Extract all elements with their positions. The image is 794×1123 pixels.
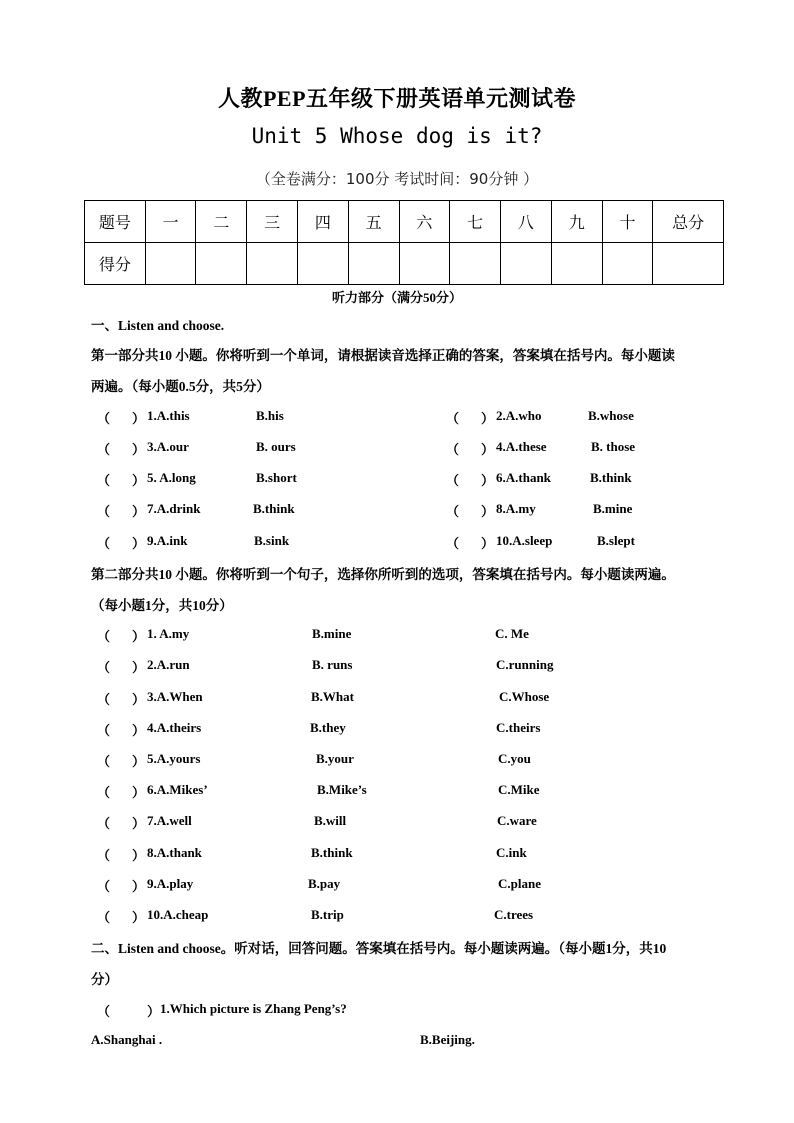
answer-paren-open[interactable]: （ <box>446 504 460 519</box>
question-option-b: B.What <box>311 689 354 704</box>
answer-paren-close: ） <box>481 442 495 457</box>
question-option-b: B.think <box>253 501 295 516</box>
score-entry-cell[interactable] <box>653 243 724 285</box>
exam-meta: （全卷满分：100分 考试时间：90分钟 ） <box>255 170 539 188</box>
question-option-a: 1.A.this <box>147 408 190 423</box>
answer-paren-open[interactable]: （ <box>97 723 111 738</box>
score-header-cell: 十 <box>602 201 653 243</box>
answer-paren-close: ） <box>132 629 146 644</box>
score-header-cell: 三 <box>247 201 298 243</box>
part3-instruction-line1: 二、Listen and choose。听对话，回答问题。答案填在括号内。每小题读两遍。（每小题1分，共10 <box>91 941 667 956</box>
question-option-a: 7.A.drink <box>147 501 201 516</box>
question-option-b: B. those <box>591 439 636 454</box>
answer-paren-open[interactable]: （ <box>97 816 111 831</box>
question-option-a: 10.A.cheap <box>147 907 209 922</box>
answer-paren-open[interactable]: （ <box>97 660 111 675</box>
answer-paren-close: ） <box>132 504 146 519</box>
question-option-b: B. runs <box>312 657 353 672</box>
answer-paren-close: ） <box>132 692 146 707</box>
answer-paren-close: ） <box>132 723 146 738</box>
answer-paren-close: ） <box>481 536 495 551</box>
score-header-cell: 四 <box>297 201 348 243</box>
question-option-a: A.Shanghai . <box>91 1032 163 1047</box>
part1-heading: 一、Listen and choose. <box>91 318 225 333</box>
part3-options-row <box>0 1032 794 1052</box>
question-option-b: B. ours <box>256 439 296 454</box>
part3-question-row <box>0 1001 794 1021</box>
answer-paren-close: ） <box>132 848 146 863</box>
score-header-cell: 七 <box>450 201 501 243</box>
answer-paren-open[interactable]: （ <box>97 692 111 707</box>
part2-item-row <box>0 689 794 709</box>
part1-item-row <box>0 408 794 428</box>
score-entry-cell[interactable] <box>450 243 501 285</box>
question-option-a: 3.A.our <box>147 439 189 454</box>
score-header-cell: 总分 <box>653 201 724 243</box>
question-option-a: 9.A.ink <box>147 533 188 548</box>
score-entry-cell[interactable] <box>348 243 399 285</box>
answer-paren-close: ） <box>132 816 146 831</box>
question-option-a: 4.A.theirs <box>147 720 202 735</box>
unit-subtitle: Unit 5 Whose dog is it? <box>251 124 543 148</box>
score-header-cell: 五 <box>348 201 399 243</box>
answer-paren-close: ） <box>132 442 146 457</box>
answer-paren-close: ） <box>481 411 495 426</box>
question-option-b: B.will <box>314 813 347 828</box>
answer-paren-open[interactable]: （ <box>446 411 460 426</box>
question-option-a: 1. A.my <box>147 626 190 641</box>
question-option-c: C.plane <box>498 876 541 891</box>
question-option-a: 6.A.Mikes’ <box>147 782 208 797</box>
question-option-b: B.pay <box>308 876 341 891</box>
question-option-b: B.sink <box>254 533 290 548</box>
part2-item-row <box>0 782 794 802</box>
question-option-b: B.Beijing. <box>420 1032 475 1047</box>
question-option-b: B.trip <box>311 907 344 922</box>
part2-item-row <box>0 845 794 865</box>
answer-paren-open[interactable]: （ <box>446 536 460 551</box>
question-option-c: C.Mike <box>498 782 540 797</box>
part2-instruction-line2: （每小题1分，共10分） <box>91 598 233 613</box>
answer-paren-close: ） <box>132 660 146 675</box>
question-option-a: 4.A.these <box>496 439 547 454</box>
score-table <box>84 200 724 285</box>
answer-paren-close: ） <box>481 473 495 488</box>
part1-instruction-line2: 两遍。（每小题0.5分，共5分） <box>91 379 270 394</box>
question-option-b: B.they <box>310 720 346 735</box>
answer-paren-open[interactable]: （ <box>97 910 111 925</box>
answer-paren-open[interactable]: （ <box>97 473 111 488</box>
score-label-cell: 得分 <box>85 243 146 285</box>
score-header-cell: 题号 <box>85 201 146 243</box>
part3-instruction-line2: 分） <box>91 972 118 987</box>
question-option-b: B.mine <box>312 626 352 641</box>
part2-item-row <box>0 907 794 927</box>
question-option-b: B.Mike’s <box>317 782 367 797</box>
answer-paren-close: ） <box>132 411 146 426</box>
question-option-a: 8.A.my <box>496 501 536 516</box>
part1-instruction-line1: 第一部分共10 小题。你将听到一个单词，请根据读音选择正确的答案，答案填在括号内。每小题读 <box>91 348 675 363</box>
part2-item-row <box>0 657 794 677</box>
question-option-a: 5.A.yours <box>147 751 201 766</box>
answer-paren-close: ） <box>132 785 146 800</box>
part1-item-row <box>0 439 794 459</box>
answer-paren-close: ） <box>147 1004 161 1019</box>
part2-item-row <box>0 751 794 771</box>
answer-paren-close: ） <box>132 879 146 894</box>
question-option-c: C.ware <box>497 813 537 828</box>
question-option-b: B.whose <box>588 408 634 423</box>
question-option-a: 10.A.sleep <box>496 533 553 548</box>
question-option-a: 7.A.well <box>147 813 192 828</box>
answer-paren-open[interactable]: （ <box>97 411 111 426</box>
answer-paren-close: ） <box>132 536 146 551</box>
score-header-cell: 一 <box>145 201 196 243</box>
question-option-c: C.theirs <box>496 720 541 735</box>
answer-paren-open[interactable]: （ <box>446 473 460 488</box>
score-header-cell: 二 <box>196 201 247 243</box>
question-option-c: C.running <box>496 657 554 672</box>
part1-item-row <box>0 501 794 521</box>
score-header-cell: 六 <box>399 201 450 243</box>
question-option-c: C.Whose <box>499 689 550 704</box>
answer-paren-open[interactable]: （ <box>97 629 111 644</box>
score-entry-cell[interactable] <box>399 243 450 285</box>
question-option-c: C.you <box>498 751 531 766</box>
question-option-c: C.ink <box>496 845 527 860</box>
answer-paren-open[interactable]: （ <box>97 785 111 800</box>
score-entry-cell[interactable] <box>145 243 196 285</box>
question-option-a: 8.A.thank <box>147 845 202 860</box>
score-header-cell: 八 <box>501 201 552 243</box>
score-table-header-row <box>85 201 724 243</box>
score-entry-cell[interactable] <box>247 243 298 285</box>
answer-paren-close: ） <box>132 754 146 769</box>
question-option-a: 2.A.who <box>496 408 542 423</box>
part2-item-row <box>0 813 794 833</box>
question-option-b: B.slept <box>597 533 635 548</box>
question-option-c: C.trees <box>494 907 534 922</box>
question-option-b: B.his <box>256 408 284 423</box>
answer-paren-open[interactable]: （ <box>97 442 111 457</box>
score-entry-cell[interactable] <box>602 243 653 285</box>
answer-paren-open[interactable]: （ <box>97 536 111 551</box>
question-option-a: 3.A.When <box>147 689 203 704</box>
part2-item-row <box>0 720 794 740</box>
answer-paren-close: ） <box>132 473 146 488</box>
part2-item-row <box>0 876 794 896</box>
question-text: 1.Which picture is Zhang Peng’s? <box>160 1001 347 1016</box>
question-option-b: B.think <box>590 470 632 485</box>
score-entry-cell[interactable] <box>297 243 348 285</box>
question-option-b: B.short <box>256 470 297 485</box>
answer-paren-open[interactable]: （ <box>446 442 460 457</box>
score-entry-cell[interactable] <box>551 243 602 285</box>
exam-title: 人教PEP五年级下册英语单元测试卷 <box>217 86 577 111</box>
answer-paren-open[interactable]: （ <box>97 754 111 769</box>
question-option-b: B.your <box>316 751 354 766</box>
part1-item-row <box>0 533 794 553</box>
listening-section-title: 听力部分（满分50分） <box>331 290 462 305</box>
score-entry-cell[interactable] <box>196 243 247 285</box>
answer-paren-open[interactable]: （ <box>97 848 111 863</box>
question-option-a: 2.A.run <box>147 657 190 672</box>
question-option-b: B.mine <box>593 501 633 516</box>
part2-item-row <box>0 626 794 646</box>
answer-paren-close: ） <box>132 910 146 925</box>
score-table-score-row <box>85 243 724 285</box>
answer-paren-close: ） <box>481 504 495 519</box>
score-header-cell: 九 <box>551 201 602 243</box>
question-option-a: 5. A.long <box>147 470 196 485</box>
question-option-c: C. Me <box>495 626 529 641</box>
question-option-a: 9.A.play <box>147 876 194 891</box>
answer-paren-open[interactable]: （ <box>97 504 111 519</box>
question-option-a: 6.A.thank <box>496 470 551 485</box>
part1-item-row <box>0 470 794 490</box>
score-entry-cell[interactable] <box>501 243 552 285</box>
question-option-b: B.think <box>311 845 353 860</box>
part2-instruction-line1: 第二部分共10 小题。你将听到一个句子，选择你所听到的选项，答案填在括号内。每小题读两遍。 <box>91 567 675 582</box>
answer-paren-open[interactable]: （ <box>97 1004 111 1019</box>
answer-paren-open[interactable]: （ <box>97 879 111 894</box>
